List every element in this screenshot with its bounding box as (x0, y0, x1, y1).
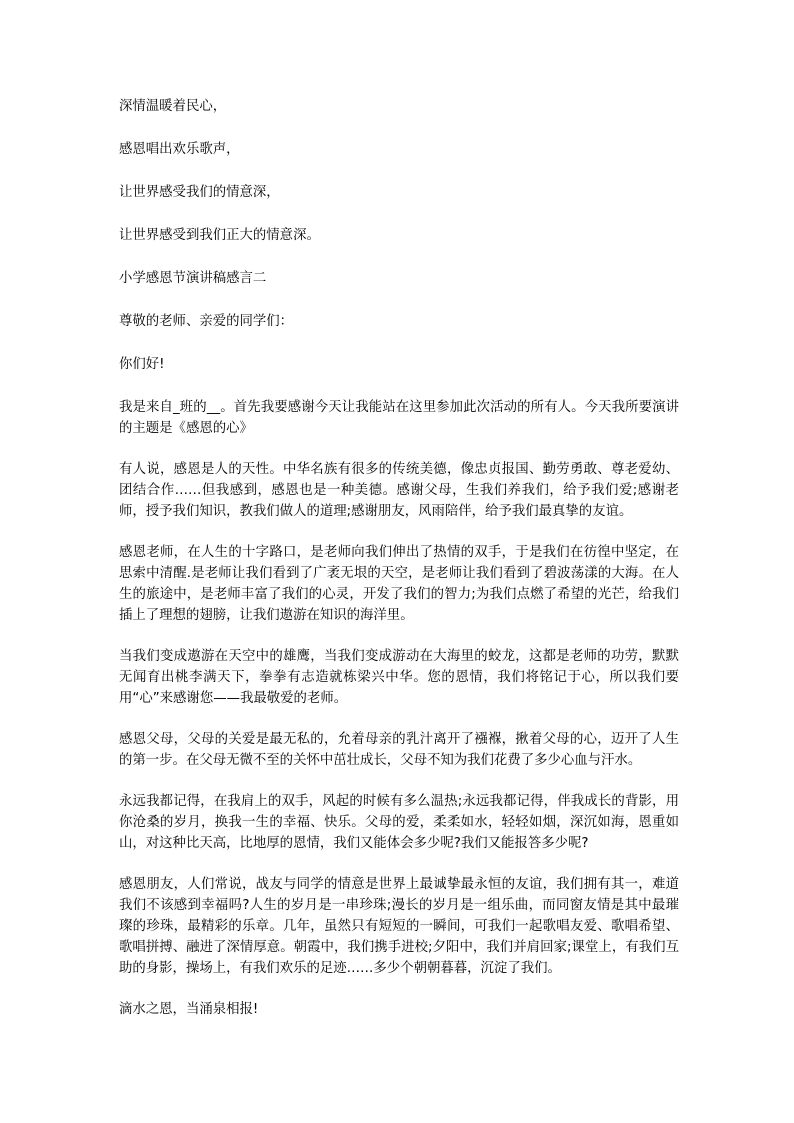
paragraph-1: 深情温暖着民心， (119, 99, 227, 114)
greeting: 你们好! (119, 357, 165, 372)
salutation: 尊敬的老师、亲爱的同学们： (119, 314, 294, 329)
paragraph-thank-teachers: 感恩老师，在人生的十字路口，是老师向我们伸出了热情的双手，于是我们在彷徨中坚定，在思索中清醒.是老师让我们看到了广袤无垠的天空，是老师让我们看到了碧波荡漾的大海。在人生的旅途中，是老师丰富了我们的心灵，开发了我们的智力;为我们点燃了希望的光芒，给我们插上了理想的翅膀，让我们遨游在知识的海洋里。 (119, 545, 679, 623)
paragraph-teachers-credit: 当我们变成遨游在天空中的雄鹰，当我们变成游动在大海里的蛟龙，这都是老师的功劳，默默无闻育出桃李满天下，拳拳有志造就栋梁兴中华。您的恩情，我们将铭记于心，所以我们要用“心”来感谢您——我最敬爱的老师。 (119, 649, 679, 706)
paragraph-2: 感恩唱出欢乐歌声， (119, 142, 240, 157)
paragraph-thank-parents: 感恩父母，父母的关爱是最无私的，允着母亲的乳汁离开了襁褓，揪着父母的心，迈开了人生的第一步。在父母无微不至的关怀中茁壮成长，父母不知为我们花费了多少心血与汗水。 (119, 732, 679, 768)
section-heading: 小学感恩节演讲稿感言二 (119, 271, 267, 286)
paragraph-gratitude-nature: 有人说，感恩是人的天性。中华名族有很多的传统美德，像忠贞报国、勤劳勇敢、尊老爱幼、团结合作……但我感到，感恩也是一种美德。感谢父母，生我们养我们，给予我们爱;感谢老师，授予我们知识，教我们做人的道理;感谢朋友，风雨陪伴，给予我们最真挚的友谊。 (119, 462, 679, 519)
paragraph-parents-memory: 永远我都记得，在我肩上的双手，风起的时候有多么温热;永远我都记得，伴我成长的背影，用你沧桑的岁月，换我一生的幸福、快乐。父母的爱，柔柔如水，轻轻如烟，深沉如海，恩重如山，对这种比天高，比地厚的恩情，我们又能体会多少呢?我们又能报答多少呢? (119, 794, 679, 851)
paragraph-4: 让世界感受到我们正大的情意深。 (119, 228, 320, 243)
paragraph-3: 让世界感受我们的情意深， (119, 185, 280, 200)
paragraph-closing: 滴水之恩，当涌泉相报! (119, 1002, 259, 1017)
document-body (119, 96, 679, 1042)
paragraph-intro: 我是来自_班的__。首先我要感谢今天让我能站在这里参加此次活动的所有人。今天我所要演讲的主题是《感恩的心》 (119, 400, 679, 436)
paragraph-thank-friends: 感恩朋友，人们常说，战友与同学的情意是世界上最诚挚最永恒的友谊，我们拥有其一，难道我们不该感到幸福吗?人生的岁月是一串珍珠;漫长的岁月是一组乐曲，而同窗友情是其中最璀璨的珍珠，最精彩的乐章。几年，虽然只有短短的一瞬间，可我们一起歌唱友爱、歌唱希望、歌唱拼搏、融进了深情厚意。朝霞中，我们携手进校;夕阳中，我们并肩回家;课堂上，有我们互助的身影，操场上，有我们欢乐的足迹……多少个朝朝暮暮，沉淀了我们。 (119, 877, 679, 976)
